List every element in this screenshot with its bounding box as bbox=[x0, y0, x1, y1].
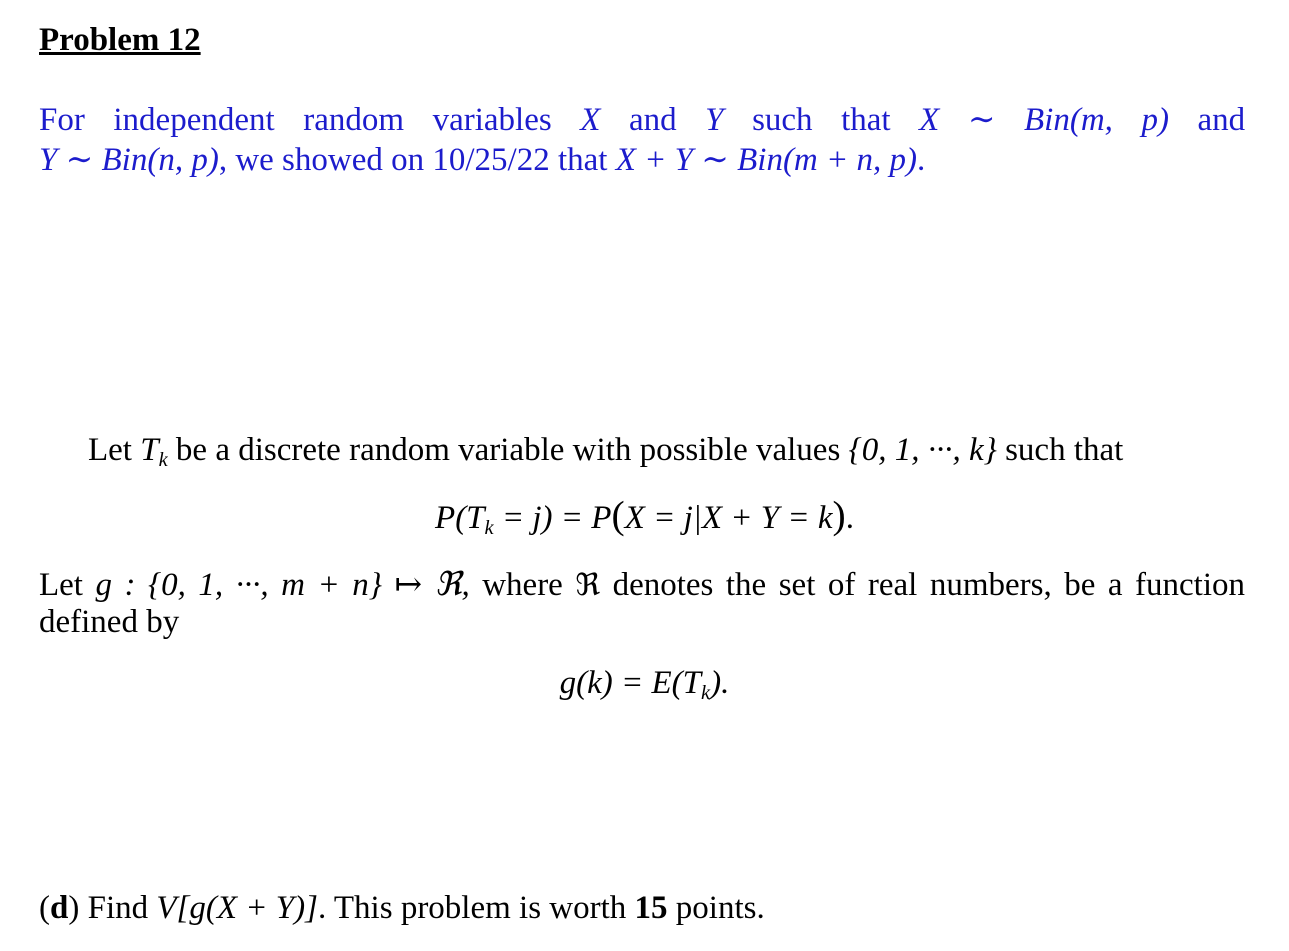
math-reals: ℜ bbox=[575, 568, 601, 603]
math-subscript-k: k bbox=[158, 449, 168, 472]
text: numbers, bbox=[929, 567, 1052, 603]
intro-word: variables bbox=[432, 102, 552, 138]
intro-word: For bbox=[39, 102, 85, 138]
g-definition-line-2: defined by bbox=[39, 604, 180, 640]
tk-definition bbox=[88, 432, 1123, 472]
text: set bbox=[778, 567, 816, 603]
text: be a discrete random variable with possible values bbox=[167, 432, 849, 468]
text: a bbox=[1107, 567, 1123, 603]
math-paren: ( bbox=[611, 493, 625, 537]
text: Find bbox=[87, 890, 157, 926]
text: of bbox=[827, 567, 856, 603]
math-y-dist: Y ∼ Bin(n, p) bbox=[39, 142, 219, 178]
equation-conditional-probability bbox=[0, 492, 1289, 540]
intro-word: that bbox=[841, 102, 891, 138]
intro-word: random bbox=[303, 102, 405, 138]
intro-word: such bbox=[752, 102, 813, 138]
text: . This problem is worth bbox=[318, 890, 635, 926]
text: the bbox=[725, 567, 767, 603]
text: such that bbox=[996, 432, 1124, 468]
text: real bbox=[867, 567, 918, 603]
equation-g-of-k bbox=[0, 665, 1289, 705]
intro-line-2 bbox=[39, 139, 925, 179]
math: ). bbox=[710, 665, 730, 701]
intro-word: and bbox=[628, 102, 677, 138]
math-subscript-k: k bbox=[701, 682, 711, 705]
part-letter: d bbox=[50, 890, 69, 926]
math-paren: ) bbox=[832, 493, 846, 537]
text: function bbox=[1135, 567, 1246, 603]
math-t: T bbox=[140, 432, 159, 468]
math-y: Y bbox=[705, 102, 724, 138]
math-x: X bbox=[580, 102, 601, 138]
math-subscript-k: k bbox=[484, 517, 494, 540]
text: Let bbox=[39, 567, 83, 603]
part-d bbox=[39, 890, 765, 927]
text: be bbox=[1064, 567, 1096, 603]
text: denotes bbox=[612, 567, 714, 603]
math: = j) = P bbox=[493, 500, 612, 536]
math-set: {0, 1, ···, k} bbox=[848, 432, 997, 468]
text: points. bbox=[667, 890, 765, 926]
text: Let bbox=[88, 432, 141, 468]
intro-word: independent bbox=[113, 102, 275, 138]
intro-text: , we showed on 10/25/22 that bbox=[218, 142, 616, 178]
math-x-dist: X ∼ Bin(m, p) bbox=[919, 102, 1169, 138]
text: where bbox=[482, 567, 563, 603]
intro-period: . bbox=[917, 142, 926, 178]
math: P(T bbox=[435, 500, 485, 536]
math-sum-dist: X + Y ∼ Bin(m + n, p) bbox=[615, 142, 918, 178]
intro-word: and bbox=[1197, 102, 1246, 138]
math: g(k) = E(T bbox=[559, 665, 702, 701]
math: X = j|X + Y = k bbox=[624, 500, 833, 536]
problem-title: Problem 12 bbox=[39, 22, 201, 58]
math-variance: V[g(X + Y)] bbox=[156, 890, 318, 926]
points-value: 15 bbox=[634, 890, 668, 926]
intro-line-1 bbox=[39, 99, 1245, 139]
part-d-label: (d) bbox=[39, 890, 80, 926]
math-period: . bbox=[845, 500, 854, 536]
g-definition-line-1 bbox=[39, 564, 1245, 604]
math-g-domain: g : {0, 1, ···, m + n} ↦ ℜ, bbox=[95, 567, 470, 603]
